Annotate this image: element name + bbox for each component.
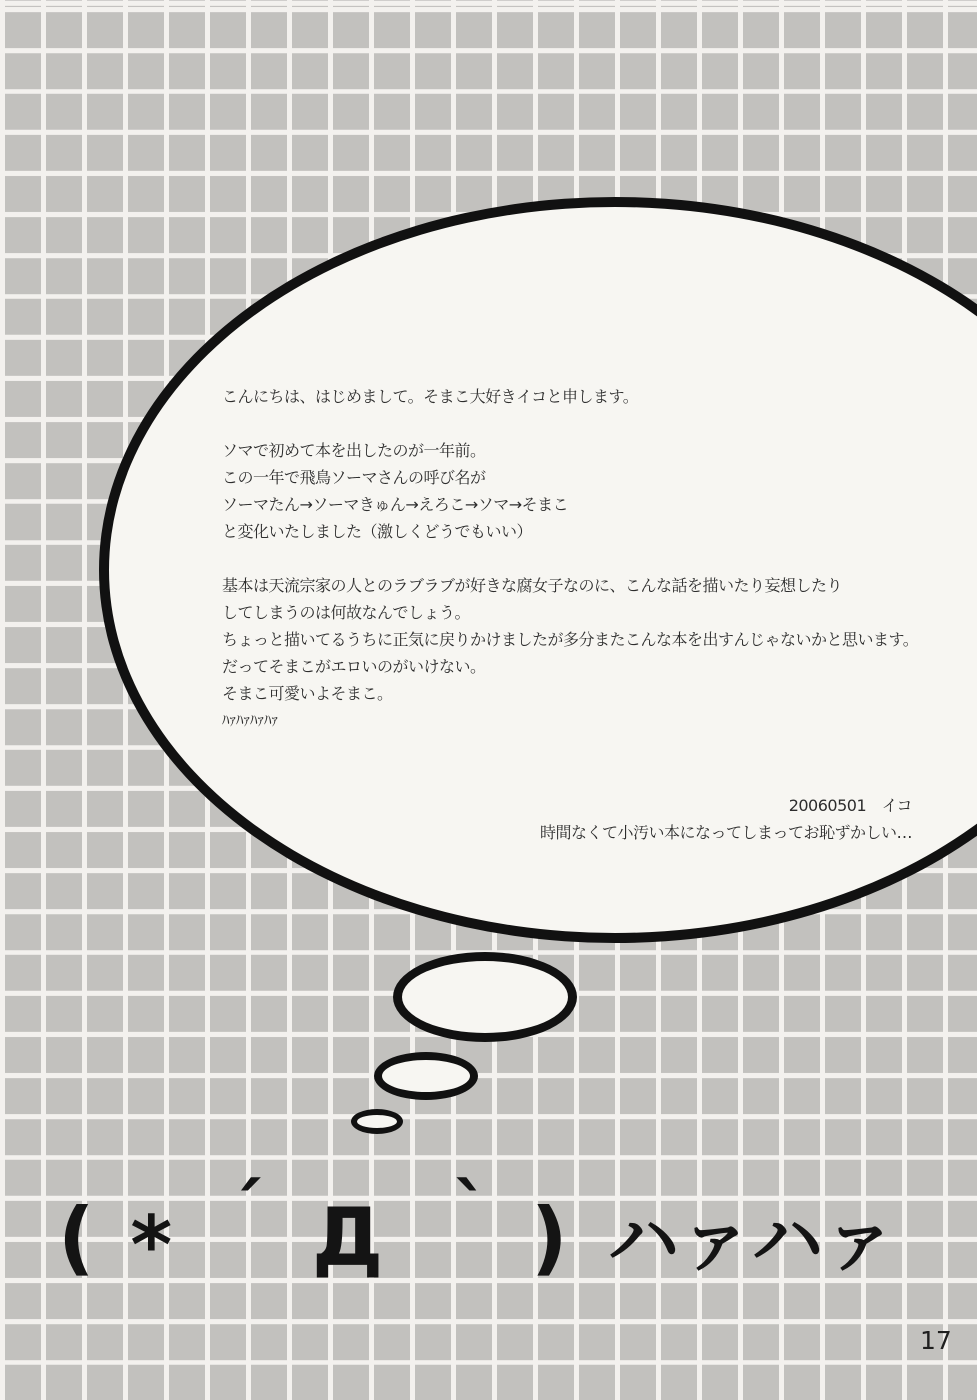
emoticon-mouth-da: Д [311,1191,384,1284]
emoticon-grave-eye: ` [453,1168,490,1252]
thought-bubble-trail-small [351,1109,403,1134]
afterword-text [222,383,932,734]
text-line: ちょっと描いてるうちに正気に戻りかけましたが多分またこんな本を出すんじゃないかと思います。 [222,630,919,649]
text-line: ソーマたん→ソーマきゅん→えろこ→ソマ→そまこ [222,495,569,514]
text-line: そまこ可愛いよそまこ。 [222,684,393,703]
kaomoji-panting-emoticon [58,1168,896,1298]
blank-line [222,545,932,572]
text-line: ソマで初めて本を出したのが一年前。 [222,441,486,460]
blank-line [222,410,932,437]
text-line: だってそまこがエロいのがいけない。 [222,657,486,676]
text-line: してしまうのは何故なんでしょう。 [222,603,471,622]
emoticon-open-paren: ( [58,1191,95,1284]
text-line: 基本は天流宗家の人とのラブラブが好きな腐女子なのに、こんな話を描いたり妄想したり [222,576,843,595]
greeting-line: こんにちは、はじめまして。そまこ大好きイコと申します。 [222,387,639,406]
thought-bubble-trail-medium [374,1052,478,1100]
emoticon-haa-haa: ハァハァ [607,1198,896,1282]
apology-line: 時間なくて小汚い本になってしまってお恥ずかしい… [539,823,912,842]
signoff-block [540,792,912,846]
emoticon-asterisk: * [130,1199,173,1292]
date-author-line: 20060501 イコ [788,796,912,815]
page-number: 17 [920,1326,952,1355]
text-line: この一年で飛鳥ソーマさんの呼び名が [222,468,486,487]
panting-line: ﾊｧﾊｧﾊｧﾊｧ [222,711,279,729]
emoticon-acute-eye: ´ [228,1168,265,1252]
emoticon-close-paren: ) [530,1191,568,1284]
thought-bubble-trail-large [393,952,577,1042]
text-line: と変化いたしました（激しくどうでもいい） [222,522,533,541]
